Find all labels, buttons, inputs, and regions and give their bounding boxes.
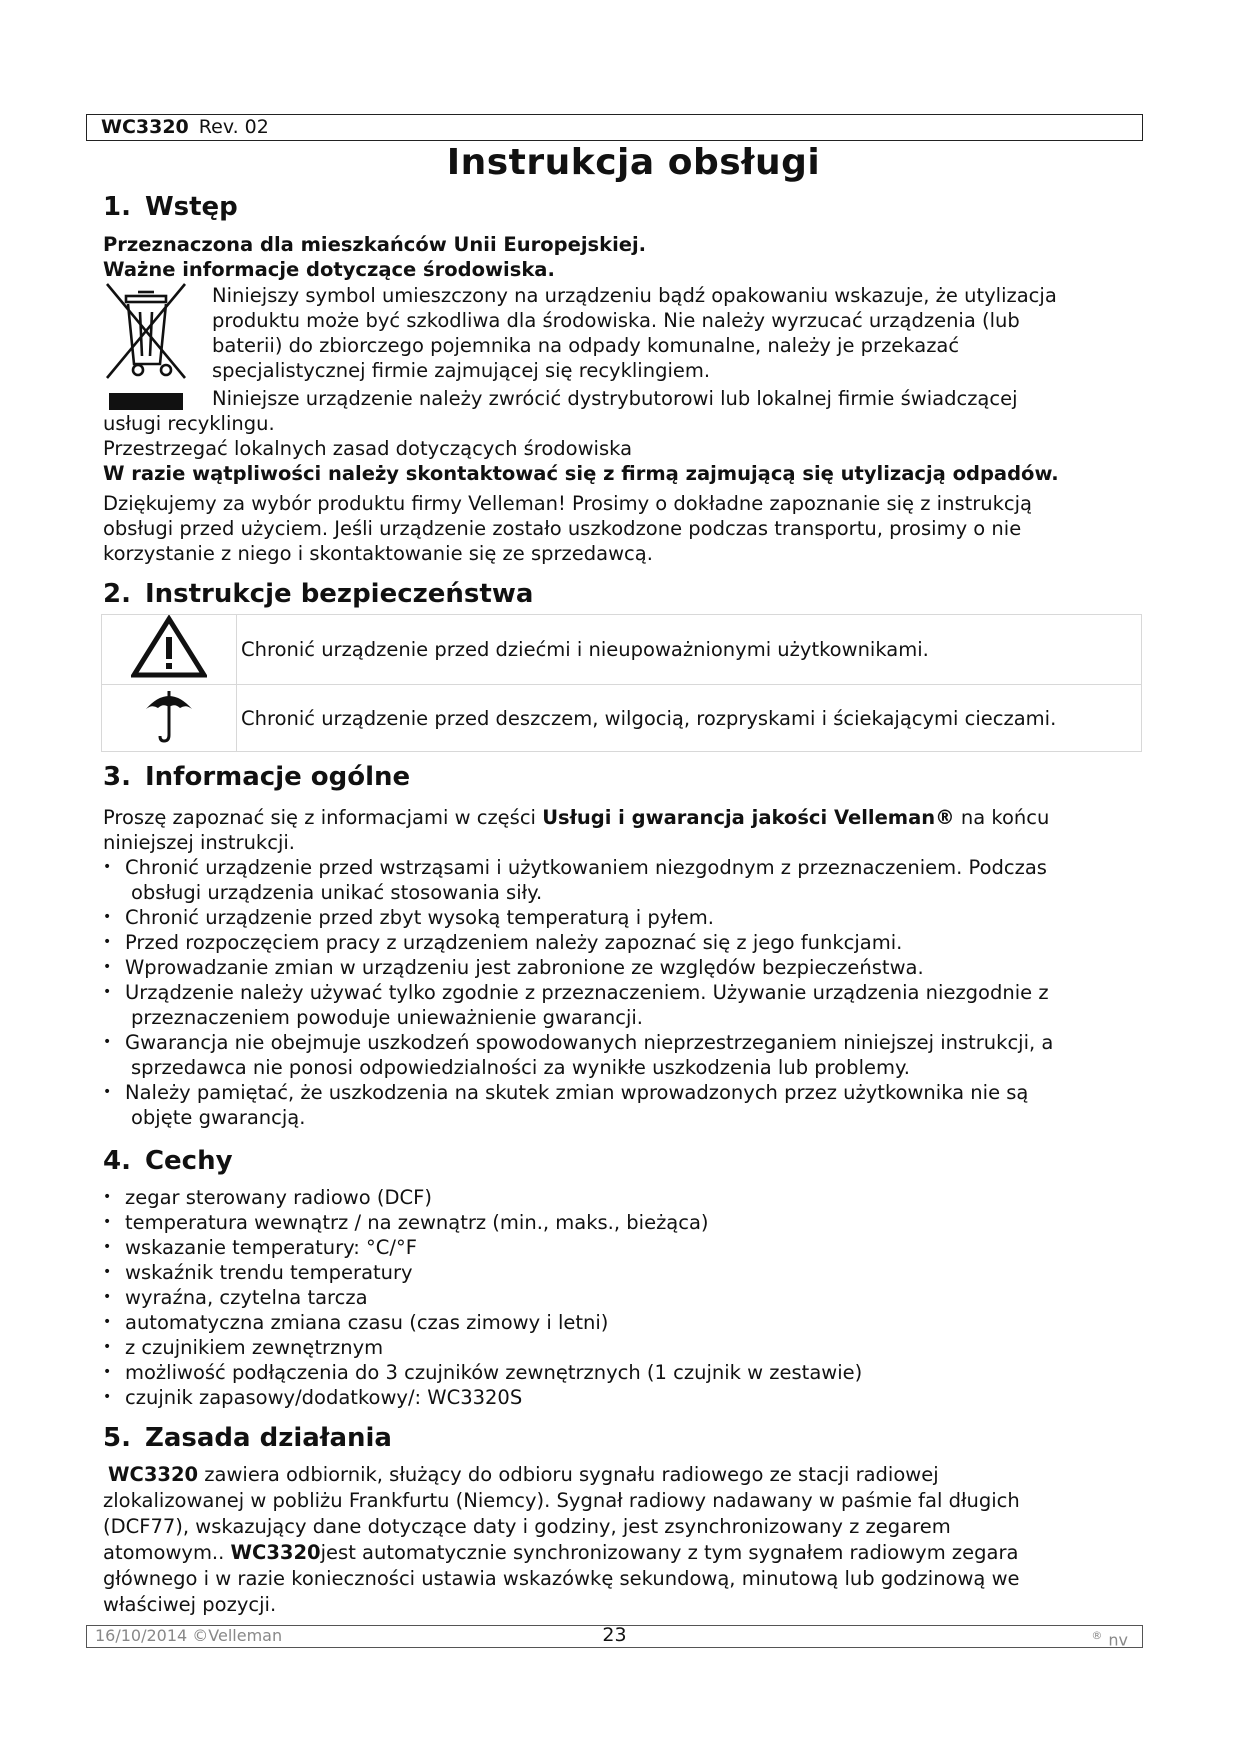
return-text-line-1: Niniejsze urządzenie należy zwrócić dystrybutorowi lub lokalnej firmie świadczącej — [212, 387, 1018, 410]
table-row — [102, 615, 1142, 685]
thanks-line-2: obsługi przed użyciem. Jeśli urządzenie zostało uszkodzone podczas transportu, prosimy o nie — [103, 517, 1022, 540]
footer-lang: ® nv — [1091, 1629, 1128, 1650]
list-item: • czujnik zapasowy/dodatkowy/: WC3320S — [103, 1385, 862, 1410]
section-1-heading: 1. Wstęp — [103, 192, 238, 222]
section-4-heading: 4. Cechy — [103, 1146, 233, 1176]
list-item: • zegar sterowany radiowo (DCF) — [103, 1185, 862, 1210]
general-list — [103, 855, 1053, 1130]
page-title: Instrukcja obsługi — [446, 142, 821, 183]
symbol-text-line-3: baterii) do zbiorczego pojemnika na odpady komunalne, należy je przekazać — [212, 334, 960, 357]
section-3-heading: 3. Informacje ogólne — [103, 762, 411, 792]
list-item: • Gwarancja nie obejmuje uszkodzeń spowodowanych nieprzestrzeganiem niniejszej instrukcji, a sprzedawca nie ponosi odpowiedzialności za wynikłe uszkodzenia lub problemy. — [103, 1030, 1053, 1080]
operation-line-6: właściwej pozycji. — [103, 1593, 277, 1616]
list-item: • Należy pamiętać, że uszkodzenia na skutek zmian wprowadzonych przez użytkownika nie są objęte gwarancją. — [103, 1080, 1053, 1130]
safety-table — [101, 614, 1142, 752]
safety-text: Chronić urządzenie przed dziećmi i nieupoważnionymi użytkownikami. — [237, 615, 1142, 685]
revision: Rev. 02 — [198, 116, 269, 138]
list-item: • automatyczna zmiana czasu (czas zimowy i letni) — [103, 1310, 862, 1335]
safety-text: Chronić urządzenie przed deszczem, wilgocią, rozpryskami i ściekającymi cieczami. — [237, 685, 1142, 752]
operation-line-1: WC3320 zawiera odbiornik, służący do odbioru sygnału radiowego ze stacji radiowej — [108, 1463, 939, 1486]
list-item: • wskaźnik trendu temperatury — [103, 1260, 862, 1285]
list-item: • Chronić urządzenie przed zbyt wysoką temperaturą i pyłem. — [103, 905, 1053, 930]
symbol-text-line-1: Niniejszy symbol umieszczony na urządzeniu bądź opakowaniu wskazuje, że utylizacja — [212, 284, 1057, 307]
document-footer — [86, 1625, 1143, 1648]
general-intro-line-1: Proszę zapoznać się z informacjami w części Usługi i gwarancja jakości Velleman® na końcu — [103, 806, 1050, 829]
list-item: • wskazanie temperatury: °C/°F — [103, 1235, 862, 1260]
black-bar-icon — [109, 393, 183, 410]
eu-notice: Przeznaczona dla mieszkańców Unii Europejskiej. — [103, 233, 647, 256]
crossed-bin-icon — [104, 282, 188, 382]
list-item: • Urządzenie należy używać tylko zgodnie z przeznaczeniem. Używanie urządzenia niezgodnie z przeznaczeniem powoduje unieważnienie gwarancji. — [103, 980, 1053, 1030]
list-item: • możliwość podłączenia do 3 czujników zewnętrznych (1 czujnik w zestawie) — [103, 1360, 862, 1385]
document-header — [86, 114, 1143, 141]
list-item: • wyraźna, czytelna tarcza — [103, 1285, 862, 1310]
list-item: • z czujnikiem zewnętrznym — [103, 1335, 862, 1360]
section-2-heading: 2. Instrukcje bezpieczeństwa — [103, 579, 534, 609]
list-item: • Chronić urządzenie przed wstrząsami i użytkowaniem niezgodnym z przeznaczeniem. Podczas obsługi urządzenia unikać stosowania siły. — [103, 855, 1053, 905]
features-list — [103, 1185, 862, 1410]
operation-line-2: zlokalizowanej w pobliżu Frankfurtu (Niemcy). Sygnał radiowy nadawany w paśmie fal długich — [103, 1489, 1020, 1512]
page-number: 23 — [602, 1624, 627, 1646]
table-row — [102, 685, 1142, 752]
env-notice: Ważne informacje dotyczące środowiska. — [103, 258, 555, 281]
operation-line-3: (DCF77), wskazujący dane dotyczące daty i godziny, jest zsynchronizowany z zegarem — [103, 1515, 951, 1538]
thanks-line-3: korzystanie z niego i skontaktowanie się ze sprzedawcą. — [103, 542, 653, 565]
section-5-heading: 5. Zasada działania — [103, 1423, 392, 1453]
list-item: • Wprowadzanie zmian w urządzeniu jest zabronione ze względów bezpieczeństwa. — [103, 955, 1053, 980]
general-intro-line-2: niniejszej instrukcji. — [103, 831, 295, 854]
symbol-text-line-2: produktu może być szkodliwa dla środowiska. Nie należy wyrzucać urządzenia (lub — [212, 309, 1020, 332]
operation-line-5: głównego i w razie konieczności ustawia wskazówkę sekundową, minutową lub godzinową we — [103, 1567, 1020, 1590]
list-item: • Przed rozpoczęciem pracy z urządzeniem należy zapoznać się z jego funkcjami. — [103, 930, 1053, 955]
footer-date: 16/10/2014 ©Velleman — [95, 1626, 283, 1645]
warning-triangle-icon — [102, 615, 237, 685]
doubt-text: W razie wątpliwości należy skontaktować się z firmą zajmującą się utylizacją odpadów. — [103, 462, 1059, 485]
umbrella-icon — [102, 685, 237, 752]
operation-line-4: atomowym.. WC3320jest automatycznie synchronizowany z tym sygnałem radiowym zegara — [103, 1541, 1019, 1564]
return-text-line-2: usługi recyklingu. — [103, 412, 275, 435]
rules-text: Przestrzegać lokalnych zasad dotyczących środowiska — [103, 437, 633, 460]
list-item: • temperatura wewnątrz / na zewnątrz (min., maks., bieżąca) — [103, 1210, 862, 1235]
model-code: WC3320 — [101, 116, 189, 138]
thanks-line-1: Dziękujemy za wybór produktu firmy Velleman! Prosimy o dokładne zapoznanie się z instrukcją — [103, 492, 1033, 515]
symbol-text-line-4: specjalistycznej firmie zajmującej się recyklingiem. — [212, 359, 711, 382]
